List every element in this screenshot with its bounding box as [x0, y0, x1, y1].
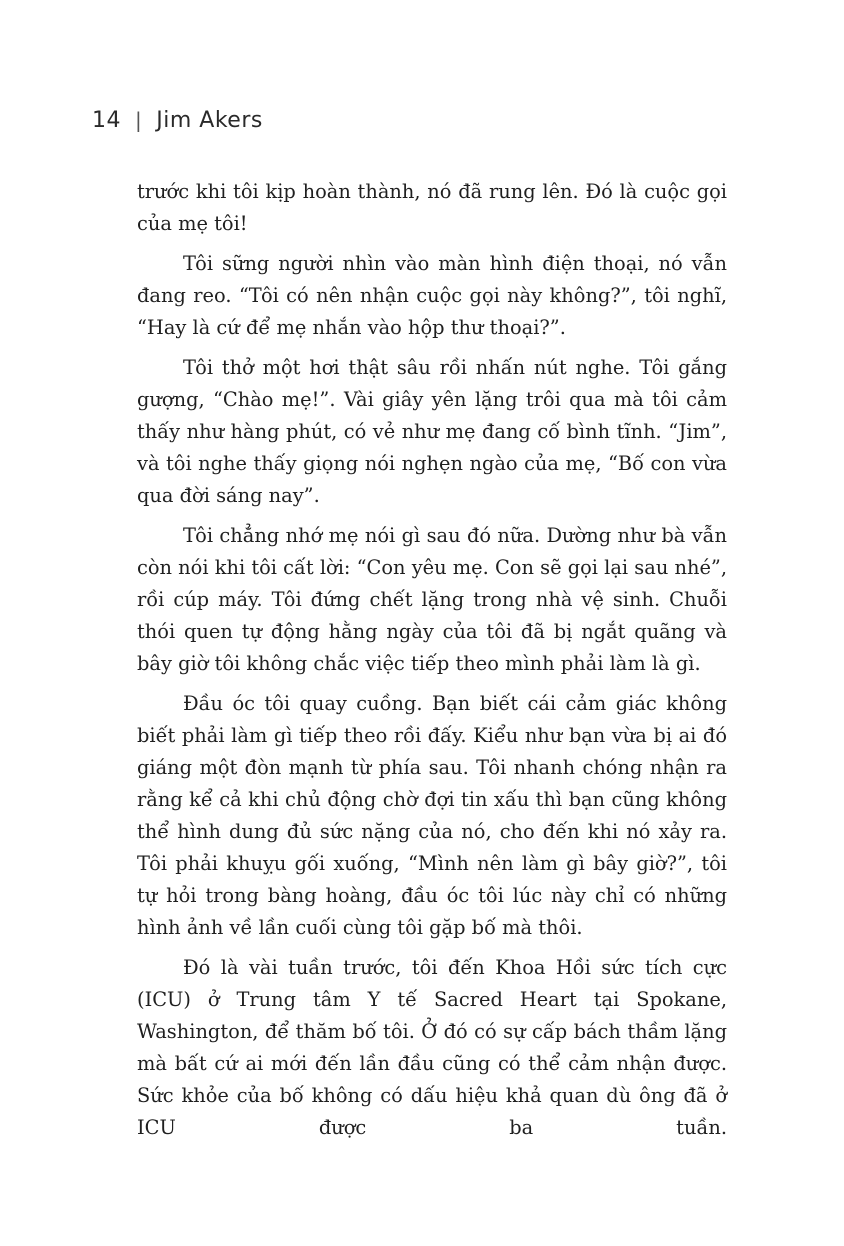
- running-header: [92, 108, 263, 133]
- paragraph-6: Đó là vài tuần trước, tôi đến Khoa Hồi sức tích cực (ICU) ở Trung tâm Y tế Sacred Heart tại Spokane, Washington, để thăm bố tôi. Ở đó có sự cấp bách thầm lặng mà bất cứ ai mới đến lần đầu cũng có thể cảm nhận được. Sức khỏe của bố không có dấu hiệu khả quan dù ông đã ở ICU được ba tuần.: [137, 956, 727, 1139]
- author-name: Jim Akers: [156, 108, 263, 133]
- paragraph-3: Tôi thở một hơi thật sâu rồi nhấn nút nghe. Tôi gắng gượng, “Chào mẹ!”. Vài giây yên lặng trôi qua mà tôi cảm thấy như hàng phút, có vẻ như mẹ đang cố bình tĩnh. “Jim”, và tôi nghe thấy giọng nói nghẹn ngào của mẹ, “Bố con vừa qua đời sáng nay”.: [137, 356, 727, 507]
- paragraph-2: Tôi sững người nhìn vào màn hình điện thoại, nó vẫn đang reo. “Tôi có nên nhận cuộc gọi này không?”, tôi nghĩ, “Hay là cứ để mẹ nhắn vào hộp thư thoại?”.: [137, 252, 727, 339]
- header-separator: |: [135, 108, 143, 132]
- body-text: [137, 176, 727, 1152]
- page-number: 14: [92, 108, 121, 133]
- paragraph-5: Đầu óc tôi quay cuồng. Bạn biết cái cảm giác không biết phải làm gì tiếp theo rồi đấy. Kiểu như bạn vừa bị ai đó giáng một đòn mạnh từ phía sau. Tôi nhanh chóng nhận ra rằng kể cả khi chủ động chờ đợi tin xấu thì bạn cũng không thể hình dung đủ sức nặng của nó, cho đến khi nó xảy ra. Tôi phải khuỵu gối xuống, “Mình nên làm gì bây giờ?”, tôi tự hỏi trong bàng hoàng, đầu óc tôi lúc này chỉ có những hình ảnh về lần cuối cùng tôi gặp bố mà thôi.: [137, 692, 727, 939]
- paragraph-4: Tôi chẳng nhớ mẹ nói gì sau đó nữa. Dường như bà vẫn còn nói khi tôi cất lời: “Con yêu mẹ. Con sẽ gọi lại sau nhé”, rồi cúp máy. Tôi đứng chết lặng trong nhà vệ sinh. Chuỗi thói quen tự động hằng ngày của tôi đã bị ngắt quãng và bây giờ tôi không chắc việc tiếp theo mình phải làm là gì.: [137, 524, 727, 675]
- paragraph-1: trước khi tôi kịp hoàn thành, nó đã rung lên. Đó là cuộc gọi của mẹ tôi!: [137, 180, 727, 235]
